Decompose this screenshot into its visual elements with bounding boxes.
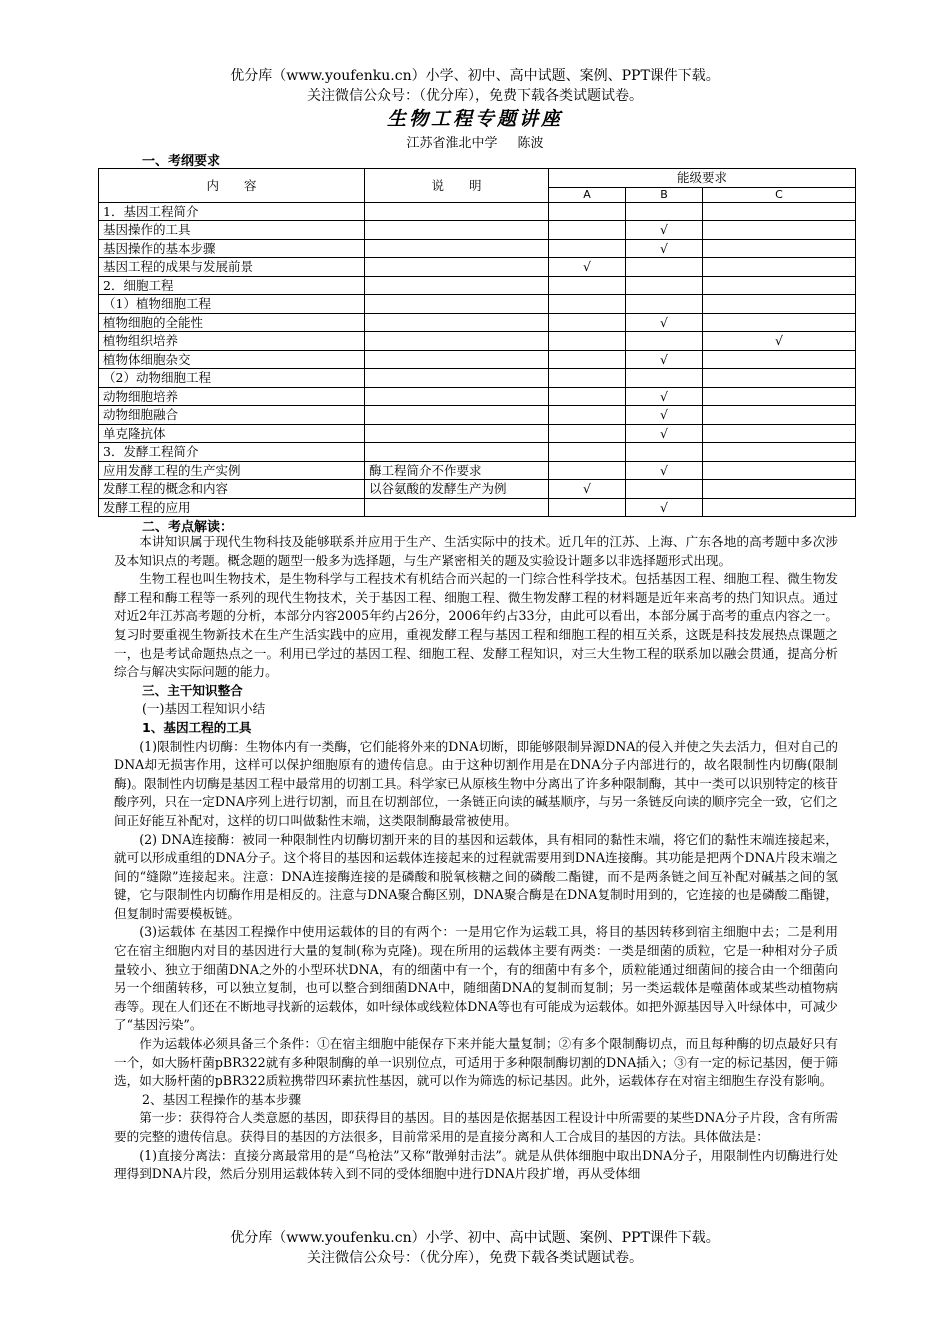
table-row (99, 239, 856, 258)
syllabus-table-body (99, 202, 856, 517)
row-desc (365, 369, 549, 388)
row-desc (365, 239, 549, 258)
level-a-mark (549, 387, 626, 406)
header-line-2: 关注微信公众号：（优分库），免费下载各类试题试卷。 (307, 88, 643, 104)
syllabus-table (98, 168, 856, 517)
level-b-mark: √ (626, 461, 703, 480)
level-c-mark (703, 498, 856, 517)
level-a-mark: √ (549, 258, 626, 277)
level-a-mark (549, 313, 626, 332)
level-c-mark (703, 221, 856, 240)
row-desc (365, 424, 549, 443)
site-footer (0, 1228, 950, 1268)
level-c-mark (703, 276, 856, 295)
row-desc (365, 295, 549, 314)
level-a-mark (549, 221, 626, 240)
subheading: 1、基因工程的工具 (142, 719, 252, 735)
author-name: 陈波 (517, 136, 544, 151)
level-c-mark (703, 406, 856, 425)
level-b-mark: √ (626, 350, 703, 369)
footer-line-1: 优分库（www.youfenku.cn）小学、初中、高中试题、案例、PPT课件下载。 (230, 1230, 720, 1246)
table-row (99, 332, 856, 351)
level-b-mark (626, 480, 703, 499)
level-b-mark: √ (626, 313, 703, 332)
table-row (99, 350, 856, 369)
table-row (99, 258, 856, 277)
level-b-mark (626, 295, 703, 314)
level-b-mark: √ (626, 424, 703, 443)
level-c-mark (703, 313, 856, 332)
row-desc (365, 202, 549, 221)
table-row (99, 295, 856, 314)
level-b-mark: √ (626, 406, 703, 425)
document-title: 生物工程专题讲座 (386, 108, 563, 130)
level-a-mark (549, 443, 626, 462)
row-content: 基因工程的成果与发展前景 (99, 258, 365, 277)
paragraph: (3)运载体 在基因工程操作中使用运载体的目的有两个：一是用它作为运载工具，将目的基因转移到宿主细胞中去；二是利用它在宿主细胞内对目的基因进行大量的复制(称为克隆)。现在所用的运载体主要有两类：一类是细菌的质粒，它是一种相对分子质量较小、独立于细菌DNA之外的小型环状DNA，有的细菌中有一个，有的细菌中有多个，质粒能通过细菌间的接合由一个细菌向另一个细菌转移，可以独立复制，也可以整合到细菌DNA中，随细菌DNA的复制而复制；另一类运载体是噬菌体或某些动植物病毒等。现在人们还在不断地寻找新的运载体，如叶绿体或线粒体DNA等也有可能成为运载体。如把外源基因导入叶绿体中，可减少了“基因污染”。 (114, 924, 838, 1033)
footer-line-2: 关注微信公众号：（优分库），免费下载各类试题试卷。 (307, 1250, 643, 1266)
paragraph: (2) DNA连接酶：被同一种限制性内切酶切割开来的目的基因和运载体，具有相同的黏性末端，将它们的黏性末端连接起来，就可以形成重组的DNA分子。这个将目的基因和运载体连接起来的过程就需要用到DNA连接酶。其功能是把两个DNA片段末端之间的“缝隙”连接起来。注意：DNA连接酶连接的是磷酸和脱氧核糖之间的磷酸二酯键，而不是两条链之间互补配对碱基之间的氢键，它与限制性内切酶作用是相反的。注意与DNA聚合酶区别，DNA聚合酶是在DNA复制时用到的，它连接的也是磷酸二酯键，但复制时需要模板链。 (114, 831, 838, 921)
row-desc (365, 313, 549, 332)
row-content: 应用发酵工程的生产实例 (99, 461, 365, 480)
col-header-level: 能级要求 (549, 169, 856, 188)
row-desc (365, 387, 549, 406)
table-row (99, 480, 856, 499)
level-a-mark (549, 461, 626, 480)
table-row (99, 498, 856, 517)
row-content: 2．细胞工程 (99, 276, 365, 295)
table-row (99, 443, 856, 462)
level-a-header: A (549, 187, 626, 202)
level-b-mark (626, 258, 703, 277)
row-desc (365, 498, 549, 517)
level-b-mark: √ (626, 498, 703, 517)
row-content: 基因操作的工具 (99, 221, 365, 240)
level-a-mark (549, 276, 626, 295)
level-a-mark (549, 424, 626, 443)
level-a-mark (549, 202, 626, 221)
level-c-mark (703, 480, 856, 499)
row-content: 发酵工程的应用 (99, 498, 365, 517)
row-content: 单克隆抗体 (99, 424, 365, 443)
site-header (0, 66, 950, 106)
col-header-content: 内 容 (99, 169, 365, 203)
table-row (99, 202, 856, 221)
level-c-mark (703, 443, 856, 462)
row-content: 3．发酵工程简介 (99, 443, 365, 462)
row-content: 1．基因工程简介 (99, 202, 365, 221)
level-a-mark (549, 350, 626, 369)
level-c-mark (703, 202, 856, 221)
row-desc: 以谷氨酸的发酵生产为例 (365, 480, 549, 499)
paragraph: 生物工程也叫生物技术，是生物科学与工程技术有机结合而兴起的一门综合性科学技术。包括基因工程、细胞工程、微生物发酵工程和酶工程等一系列的现代生物技术，关于基因工程、细胞工程、微生物发酵工程的材料题是近年来高考的热门知识点。通过对近2年江苏高考题的分析，本部分内容2005年约占26分，2006年约占33分，由此可以看出，本部分属于高考的重点内容之一。复习时要重视生物新技术在生产生活实践中的应用，重视发酵工程与基因工程和细胞工程的相互关系，这既是科技发展热点课题之一，也是考试命题热点之一。利用已学过的基因工程、细胞工程、发酵工程知识，对三大生物工程的联系加以融会贯通，提高分析综合与解决实际问题的能力。 (114, 571, 838, 680)
level-a-mark: √ (549, 480, 626, 499)
level-a-mark (549, 369, 626, 388)
table-row (99, 387, 856, 406)
row-content: 动物细胞融合 (99, 406, 365, 425)
paragraph: (1)限制性内切酶：生物体内有一类酶，它们能将外来的DNA切断，即能够限制异源DNA的侵入并使之失去活力，但对自己的DNA却无损害作用，这样可以保护细胞原有的遗传信息。由于这种切割作用是在DNA分子内部进行的，故名限制性内切酶(限制酶)。限制性内切酶是基因工程中最常用的切割工具。科学家已从原核生物中分离出了许多种限制酶，其中一类可以识别特定的核苷酸序列，只在一定DNA序列上进行切割，而且在切割部位，一条链正向读的碱基顺序，与另一条链反向读的顺序完全一致，它们之间正好能互补配对，这样的切口叫做黏性末端，这类限制酶最常被使用。 (114, 738, 838, 828)
row-content: 植物组织培养 (99, 332, 365, 351)
level-c-mark (703, 369, 856, 388)
section-heading-1: 一、考纲要求 (142, 154, 221, 169)
subheading: 三、主干知识整合 (142, 682, 243, 698)
row-desc (365, 258, 549, 277)
row-content: 动物细胞培养 (99, 387, 365, 406)
row-content: （2）动物细胞工程 (99, 369, 365, 388)
row-desc (365, 221, 549, 240)
level-b-mark (626, 332, 703, 351)
paragraph: (1)直接分离法：直接分离最常用的是“鸟枪法”又称“散弹射击法”。就是从供体细胞中取出DNA分子，用限制性内切酶进行处理得到DNA片段，然后分别用运载体转入到不同的受体细胞中进行DNA片段扩增，再从受体细 (114, 1147, 838, 1182)
paragraph: 本讲知识属于现代生物科技及能够联系并应用于生产、生活实际中的技术。近几年的江苏、上海、广东各地的高考题中多次涉及本知识点的考题。概念题的题型一般多为选择题，与生产紧密相关的题及实验设计题多以非选择题形式出现。 (114, 534, 838, 568)
level-c-mark (703, 350, 856, 369)
table-row (99, 313, 856, 332)
table-row (99, 221, 856, 240)
level-c-mark (703, 424, 856, 443)
table-row (99, 424, 856, 443)
level-c-header: C (703, 187, 856, 202)
level-c-mark: √ (703, 332, 856, 351)
row-content: 发酵工程的概念和内容 (99, 480, 365, 499)
level-b-mark: √ (626, 387, 703, 406)
level-a-mark (549, 332, 626, 351)
level-b-mark (626, 369, 703, 388)
subheading: (一)基因工程知识小结 (142, 701, 266, 717)
row-desc (365, 406, 549, 425)
level-b-mark: √ (626, 239, 703, 258)
row-content: 植物细胞的全能性 (99, 313, 365, 332)
table-row (99, 461, 856, 480)
row-content: 基因操作的基本步骤 (99, 239, 365, 258)
level-a-mark (549, 239, 626, 258)
level-c-mark (703, 461, 856, 480)
level-c-mark (703, 387, 856, 406)
level-c-mark (703, 258, 856, 277)
section-heading-2: 二、考点解读： (142, 520, 234, 535)
row-desc (365, 443, 549, 462)
table-row (99, 406, 856, 425)
author-line (0, 132, 950, 151)
level-c-mark (703, 295, 856, 314)
level-a-mark (549, 406, 626, 425)
header-line-1: 优分库（www.youfenku.cn）小学、初中、高中试题、案例、PPT课件下载。 (230, 68, 720, 84)
level-b-mark (626, 202, 703, 221)
row-desc (365, 350, 549, 369)
body-text (114, 533, 838, 1184)
row-content: 植物体细胞杂交 (99, 350, 365, 369)
table-row (99, 276, 856, 295)
level-b-mark: √ (626, 221, 703, 240)
level-a-mark (549, 295, 626, 314)
level-b-header: B (626, 187, 703, 202)
author-school: 江苏省淮北中学 (406, 136, 498, 151)
subheading: 2、基因工程操作的基本步骤 (142, 1091, 302, 1107)
level-b-mark (626, 276, 703, 295)
row-desc (365, 276, 549, 295)
col-header-desc: 说 明 (365, 169, 549, 203)
row-desc (365, 332, 549, 351)
table-row (99, 369, 856, 388)
row-desc: 酶工程简介不作要求 (365, 461, 549, 480)
level-a-mark (549, 498, 626, 517)
level-c-mark (703, 239, 856, 258)
paragraph: 第一步：获得符合人类意愿的基因，即获得目的基因。目的基因是依据基因工程设计中所需要的某些DNA分子片段，含有所需要的完整的遗传信息。获得目的基因的方法很多，目前常采用的是直接分离和人工合成目的基因的方法。具体做法是： (114, 1110, 838, 1144)
paragraph: 作为运载体必须具备三个条件：①在宿主细胞中能保存下来并能大量复制；②有多个限制酶切点，而且每种酶的切点最好只有一个，如大肠杆菌pBR322就有多种限制酶的单一识别位点，可适用于多种限制酶切割的DNA插入；③有一定的标记基因，便于筛选，如大肠杆菌的pBR322质粒携带四环素抗性基因，就可以作为筛选的标记基因。此外，运载体存在对宿主细胞生存没有影响。 (114, 1036, 838, 1089)
row-content: （1）植物细胞工程 (99, 295, 365, 314)
level-b-mark (626, 443, 703, 462)
